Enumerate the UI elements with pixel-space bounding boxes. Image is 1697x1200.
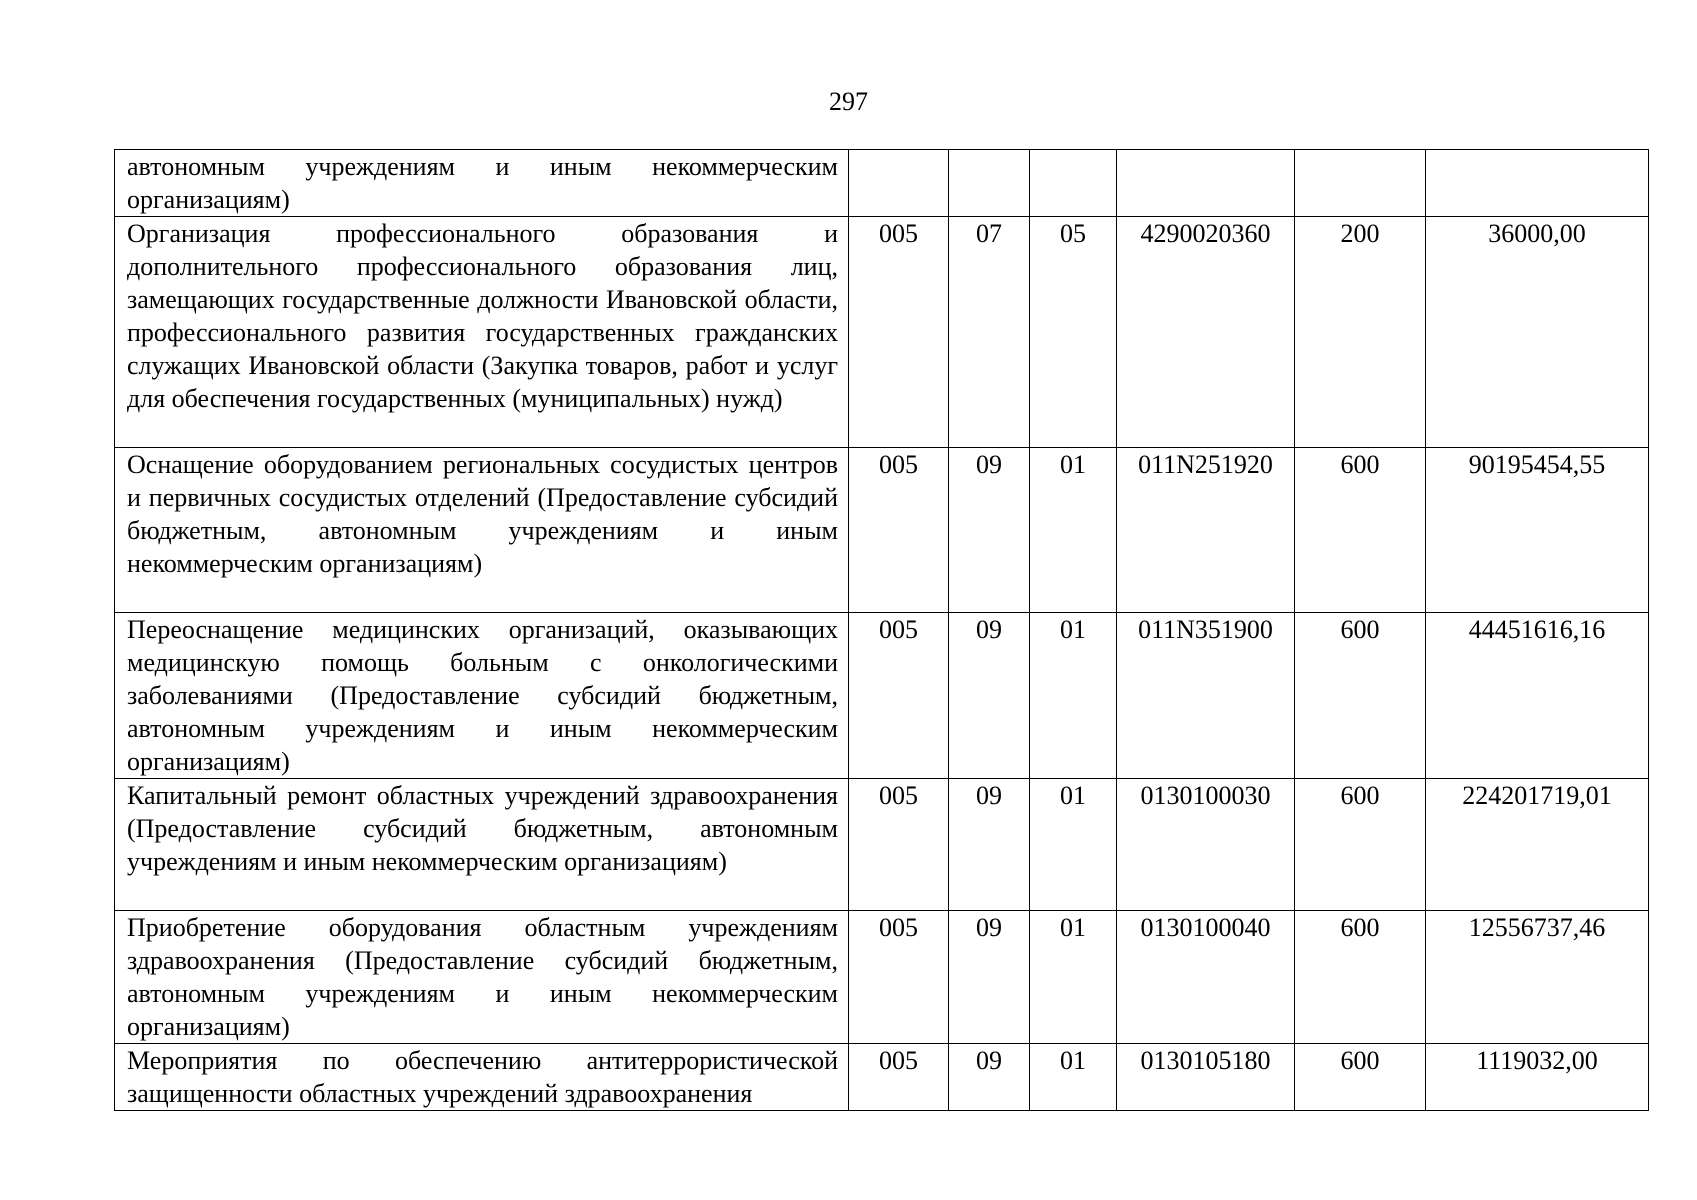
row-expense-type: 600 [1295, 613, 1426, 779]
table-row [115, 779, 1649, 911]
row-section-code: 09 [949, 911, 1030, 1044]
row-description: Капитальный ремонт областных учреждений здравоохранения (Предоставление субсидий бюджетным, автономным учреждениям и иным некоммерческим организациям) [115, 779, 849, 911]
row-ministry-code: 005 [849, 911, 949, 1044]
row-expense-type: 200 [1295, 217, 1426, 448]
row-section-code: 09 [949, 1044, 1030, 1111]
row-subsection-code [1030, 150, 1117, 217]
row-subsection-code: 01 [1030, 1044, 1117, 1111]
row-description: Мероприятия по обеспечению антитеррористической защищенности областных учреждений здравоохранения [115, 1044, 849, 1111]
table-row [115, 150, 1649, 217]
row-subsection-code: 05 [1030, 217, 1117, 448]
row-target-article: 011N351900 [1117, 613, 1295, 779]
row-target-article: 0130105180 [1117, 1044, 1295, 1111]
row-ministry-code: 005 [849, 779, 949, 911]
row-ministry-code [849, 150, 949, 217]
row-amount: 224201719,01 [1426, 779, 1649, 911]
table-row [115, 448, 1649, 613]
row-ministry-code: 005 [849, 1044, 949, 1111]
row-expense-type: 600 [1295, 911, 1426, 1044]
row-description: Организация профессионального образования и дополнительного профессионального образования лиц, замещающих государственные должности Ивановской области, профессионального развития государственных гражданских служащих Ивановской области (Закупка товаров, работ и услуг для обеспечения государственных (муниципальных) нужд) [115, 217, 849, 448]
row-target-article [1117, 150, 1295, 217]
row-target-article: 4290020360 [1117, 217, 1295, 448]
row-amount: 12556737,46 [1426, 911, 1649, 1044]
row-description: автономным учреждениям и иным некоммерческим организациям) [115, 150, 849, 217]
row-expense-type [1295, 150, 1426, 217]
row-target-article: 011N251920 [1117, 448, 1295, 613]
row-target-article: 0130100040 [1117, 911, 1295, 1044]
row-expense-type: 600 [1295, 448, 1426, 613]
row-section-code: 09 [949, 613, 1030, 779]
row-amount: 1119032,00 [1426, 1044, 1649, 1111]
row-amount [1426, 150, 1649, 217]
row-section-code: 09 [949, 448, 1030, 613]
row-subsection-code: 01 [1030, 911, 1117, 1044]
row-section-code: 09 [949, 779, 1030, 911]
row-target-article: 0130100030 [1117, 779, 1295, 911]
row-amount: 36000,00 [1426, 217, 1649, 448]
row-description: Приобретение оборудования областным учреждениям здравоохранения (Предоставление субсидий бюджетным, автономным учреждениям и иным некоммерческим организациям) [115, 911, 849, 1044]
row-subsection-code: 01 [1030, 779, 1117, 911]
row-ministry-code: 005 [849, 448, 949, 613]
table-row [115, 1044, 1649, 1111]
table-row [115, 613, 1649, 779]
row-amount: 44451616,16 [1426, 613, 1649, 779]
row-subsection-code: 01 [1030, 613, 1117, 779]
row-ministry-code: 005 [849, 613, 949, 779]
row-description: Оснащение оборудованием региональных сосудистых центров и первичных сосудистых отделений (Предоставление субсидий бюджетным, автономным учреждениям и иным некоммерческим организациям) [115, 448, 849, 613]
row-description: Переоснащение медицинских организаций, оказывающих медицинскую помощь больным с онкологическими заболеваниями (Предоставление субсидий бюджетным, автономным учреждениям и иным некоммерческим организациям) [115, 613, 849, 779]
row-ministry-code: 005 [849, 217, 949, 448]
table-row [115, 217, 1649, 448]
page-number: 297 [829, 87, 868, 116]
row-amount: 90195454,55 [1426, 448, 1649, 613]
table-row [115, 911, 1649, 1044]
row-expense-type: 600 [1295, 1044, 1426, 1111]
budget-table [114, 149, 1649, 1111]
row-section-code [949, 150, 1030, 217]
row-subsection-code: 01 [1030, 448, 1117, 613]
row-section-code: 07 [949, 217, 1030, 448]
row-expense-type: 600 [1295, 779, 1426, 911]
